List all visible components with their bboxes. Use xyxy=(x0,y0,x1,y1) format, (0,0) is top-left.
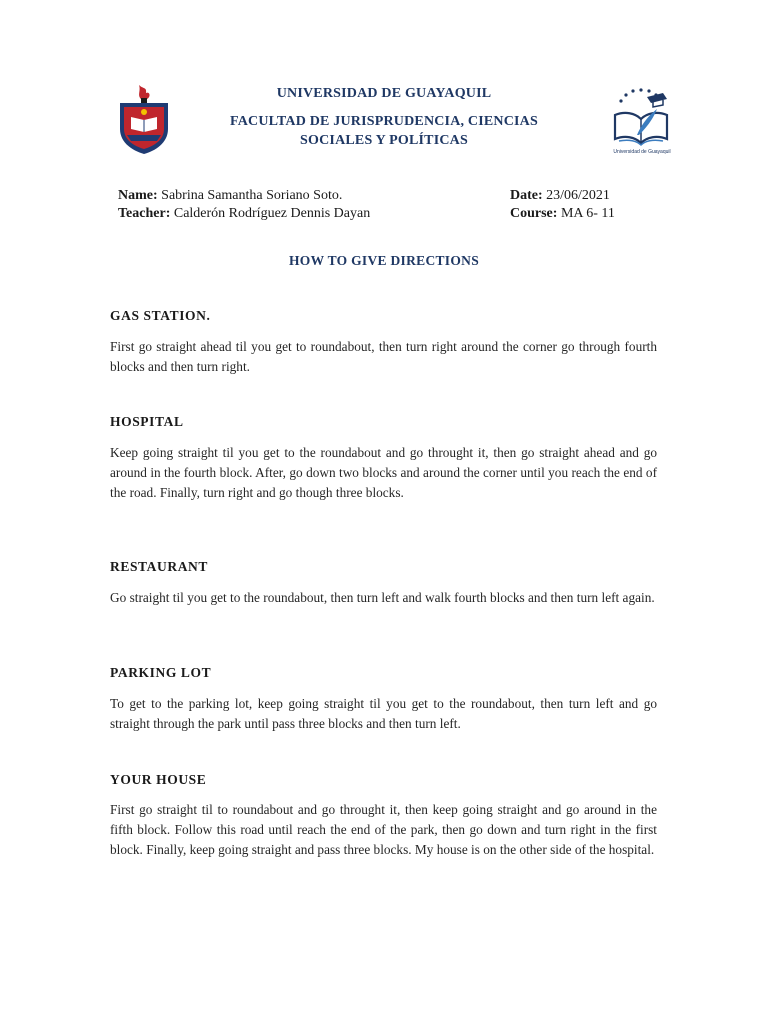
faculty-name-line1: FACULTAD DE JURISPRUDENCIA, CIENCIAS xyxy=(230,114,538,129)
name-value: Sabrina Samantha Soriano Soto. xyxy=(157,188,343,203)
faculty-name-line2: SOCIALES Y POLÍTICAS xyxy=(300,133,468,148)
student-name xyxy=(118,188,342,204)
course-label: Course: xyxy=(510,206,558,221)
date-label: Date: xyxy=(510,188,543,203)
section-text-gas-station: First go straight ahead til you get to roundabout, then turn right around the corner go through fourth blocks and then turn right. xyxy=(110,339,657,374)
section-heading-parking-lot: PARKING LOT xyxy=(110,665,212,680)
section-text-parking-lot: To get to the parking lot, keep going straight til you get to the roundabout, then turn left and go straight through the park until pass three blocks and then turn left. xyxy=(110,696,657,731)
teacher-name xyxy=(118,206,370,222)
course-value: MA 6- 11 xyxy=(557,206,615,221)
section-text-your-house: First go straight til to roundabout and go throught it, then keep going straight and go around in the fifth block. Follow this road until reach the end of the park, then go down and turn right in the first block. Finally, keep going straight and pass three blocks. My house is on the other side of the hospital. xyxy=(110,802,657,857)
date-value: 23/06/2021 xyxy=(542,188,610,203)
seal-caption: Universidad de Guayaquil xyxy=(613,149,671,155)
section-text-hospital: Keep going straight til you get to the roundabout and go throught it, then go straight ahead and go around in the fourth block. After, go down two blocks and around the corner until you reach the end of the road. Finally, turn right and go though three blocks. xyxy=(110,445,657,500)
section-heading-hospital: HOSPITAL xyxy=(110,414,184,429)
teacher-label: Teacher: xyxy=(118,206,171,221)
date-field xyxy=(510,188,610,204)
document-title: HOW TO GIVE DIRECTIONS xyxy=(288,253,480,268)
section-text-restaurant: Go straight til you get to the roundabout, then turn left and walk fourth blocks and then turn left again. xyxy=(110,590,655,605)
section-heading-your-house: YOUR HOUSE xyxy=(110,772,207,787)
section-heading-gas-station: GAS STATION. xyxy=(110,308,211,323)
section-heading-restaurant: RESTAURANT xyxy=(110,559,209,574)
course-field xyxy=(510,206,615,222)
name-label: Name: xyxy=(118,188,158,203)
teacher-value: Calderón Rodríguez Dennis Dayan xyxy=(170,206,371,221)
university-name: UNIVERSIDAD DE GUAYAQUIL xyxy=(276,86,492,101)
